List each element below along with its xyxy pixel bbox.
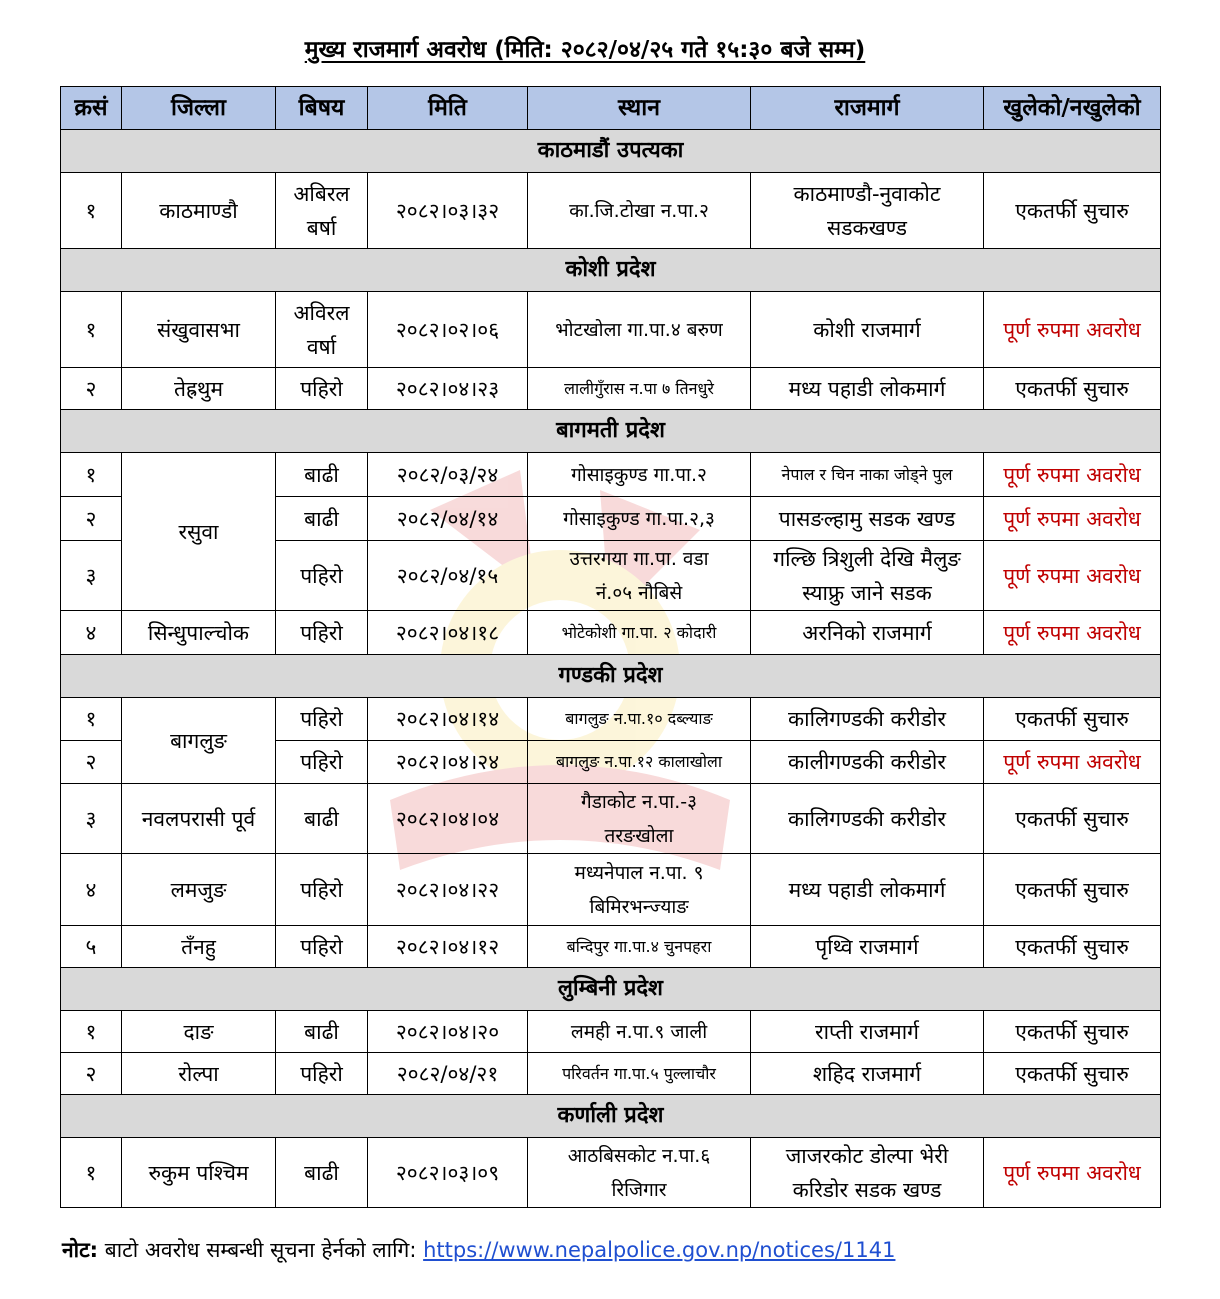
cell-subject-line: वर्षा xyxy=(306,334,337,359)
cell-status: पूर्ण रुपमा अवरोध xyxy=(984,497,1161,541)
cell-place: का.जि.टोखा न.पा.२ xyxy=(528,173,751,249)
cell-subject-line: अबिरल xyxy=(293,181,350,206)
cell-highway xyxy=(751,1138,984,1208)
cell-district: रुकुम पश्चिम xyxy=(122,1138,276,1208)
cell-serial: १ xyxy=(61,453,122,497)
cell-serial: १ xyxy=(61,292,122,368)
cell-subject-line: बर्षा xyxy=(306,215,337,240)
cell-place: परिवर्तन गा.पा.५ पुल्लाचौर xyxy=(528,1053,751,1095)
cell-highway-line: सडकखण्ड xyxy=(827,215,907,240)
section-title: लुम्बिनी प्रदेश xyxy=(61,968,1161,1011)
section-row xyxy=(61,410,1161,453)
cell-place-line: बिमिरभन्ज्याङ xyxy=(589,895,689,918)
cell-place-line: तरङखोला xyxy=(604,824,674,847)
cell-place: भोटखोला गा.पा.४ बरुण xyxy=(528,292,751,368)
section-row xyxy=(61,130,1161,173)
cell-subject xyxy=(276,292,368,368)
cell-highway: कालिगण्डकी करीडोर xyxy=(751,784,984,854)
cell-subject: पहिरो xyxy=(276,611,368,655)
cell-status: एकतर्फी सुचारु xyxy=(984,368,1161,410)
cell-subject: बाढी xyxy=(276,453,368,497)
header-date: मिति xyxy=(368,87,528,130)
table-header-row xyxy=(61,87,1161,130)
cell-status: पूर्ण रुपमा अवरोध xyxy=(984,611,1161,655)
cell-date: २०८२।०४।२४ xyxy=(368,741,528,784)
note-label: नोट: xyxy=(62,1238,99,1262)
cell-highway-line: स्याफ्रु जाने सडक xyxy=(802,580,932,605)
cell-highway-line: गल्छि त्रिशुली देखि मैलुङ xyxy=(773,546,961,571)
cell-serial: २ xyxy=(61,1053,122,1095)
cell-place xyxy=(528,1138,751,1208)
section-title: कोशी प्रदेश xyxy=(61,249,1161,292)
cell-place: बन्दिपुर गा.पा.४ चुनपहरा xyxy=(528,926,751,968)
cell-district: बागलुङ xyxy=(122,698,276,784)
cell-place-line: रिजिगार xyxy=(611,1178,667,1201)
cell-status: एकतर्फी सुचारु xyxy=(984,926,1161,968)
cell-highway xyxy=(751,541,984,611)
section-title: बागमती प्रदेश xyxy=(61,410,1161,453)
cell-district: लमजुङ xyxy=(122,854,276,926)
cell-serial: २ xyxy=(61,497,122,541)
cell-serial: १ xyxy=(61,698,122,741)
cell-date: २०८२।०४।२२ xyxy=(368,854,528,926)
cell-status: एकतर्फी सुचारु xyxy=(984,854,1161,926)
cell-place xyxy=(528,854,751,926)
cell-highway: पासङल्हामु सडक खण्ड xyxy=(751,497,984,541)
cell-highway-line: जाजरकोट डोल्पा भेरी xyxy=(785,1143,949,1168)
header-highway: राजमार्ग xyxy=(751,87,984,130)
cell-date: २०८२।०४।१८ xyxy=(368,611,528,655)
cell-serial: १ xyxy=(61,1011,122,1053)
table-row xyxy=(61,698,1161,741)
cell-subject: बाढी xyxy=(276,497,368,541)
cell-subject: पहिरो xyxy=(276,368,368,410)
cell-place-line: आठबिसकोट न.पा.६ xyxy=(567,1144,711,1167)
cell-serial: ५ xyxy=(61,926,122,968)
table-row xyxy=(61,1011,1161,1053)
section-title: कर्णाली प्रदेश xyxy=(61,1095,1161,1138)
cell-subject: बाढी xyxy=(276,1011,368,1053)
cell-date: २०८२/०४/२१ xyxy=(368,1053,528,1095)
section-row xyxy=(61,655,1161,698)
cell-district: रसुवा xyxy=(122,453,276,611)
cell-district: नवलपरासी पूर्व xyxy=(122,784,276,854)
cell-subject: पहिरो xyxy=(276,541,368,611)
cell-highway: अरनिको राजमार्ग xyxy=(751,611,984,655)
footer-note xyxy=(62,1236,895,1264)
cell-date: २०८२/०४/१५ xyxy=(368,541,528,611)
cell-subject: बाढी xyxy=(276,784,368,854)
cell-serial: ४ xyxy=(61,611,122,655)
cell-highway: कालीगण्डकी करीडोर xyxy=(751,741,984,784)
table-row xyxy=(61,784,1161,854)
table-row xyxy=(61,854,1161,926)
cell-status: पूर्ण रुपमा अवरोध xyxy=(984,541,1161,611)
cell-date: २०८२।०३।३२ xyxy=(368,173,528,249)
road-blockage-table xyxy=(60,86,1161,1208)
header-subject: बिषय xyxy=(276,87,368,130)
section-title: गण्डकी प्रदेश xyxy=(61,655,1161,698)
cell-highway: पृथ्वि राजमार्ग xyxy=(751,926,984,968)
cell-status: पूर्ण रुपमा अवरोध xyxy=(984,292,1161,368)
section-row xyxy=(61,968,1161,1011)
cell-place: लमही न.पा.९ जाली xyxy=(528,1011,751,1053)
cell-place-line: उत्तरगया गा.पा. वडा xyxy=(569,547,709,570)
note-text: बाटो अवरोध सम्बन्धी सूचना हेर्नको लागि: xyxy=(98,1238,424,1262)
cell-status: पूर्ण रुपमा अवरोध xyxy=(984,1138,1161,1208)
cell-district: काठमाण्डौ xyxy=(122,173,276,249)
cell-district: संखुवासभा xyxy=(122,292,276,368)
cell-date: २०८२/०४/१४ xyxy=(368,497,528,541)
table-row xyxy=(61,292,1161,368)
header-place: स्थान xyxy=(528,87,751,130)
cell-date: २०८२।०४।१२ xyxy=(368,926,528,968)
cell-subject xyxy=(276,173,368,249)
cell-place-line: नं.०५ नौबिसे xyxy=(595,581,683,604)
table-row xyxy=(61,173,1161,249)
cell-status: पूर्ण रुपमा अवरोध xyxy=(984,741,1161,784)
notice-link[interactable]: https://www.nepalpolice.gov.np/notices/1141 xyxy=(423,1238,896,1262)
cell-place: बागलुङ न.पा.१० दब्ल्याङ xyxy=(528,698,751,741)
cell-subject: पहिरो xyxy=(276,698,368,741)
header-serial: क्रसं xyxy=(61,87,122,130)
cell-serial: ३ xyxy=(61,541,122,611)
section-row xyxy=(61,249,1161,292)
cell-serial: १ xyxy=(61,1138,122,1208)
cell-date: २०८२।०४।२० xyxy=(368,1011,528,1053)
cell-serial: २ xyxy=(61,741,122,784)
cell-place: लालीगुँरास न.पा ७ तिनधुरे xyxy=(528,368,751,410)
table-row xyxy=(61,1138,1161,1208)
cell-place xyxy=(528,541,751,611)
table-row xyxy=(61,368,1161,410)
cell-place-line: गैडाकोट न.पा.-३ xyxy=(581,790,697,813)
table-row xyxy=(61,926,1161,968)
cell-highway: कोशी राजमार्ग xyxy=(751,292,984,368)
section-row xyxy=(61,1095,1161,1138)
cell-status: पूर्ण रुपमा अवरोध xyxy=(984,453,1161,497)
header-status: खुलेको/नखुलेको xyxy=(984,87,1161,130)
cell-status: एकतर्फी सुचारु xyxy=(984,173,1161,249)
cell-district: सिन्धुपाल्चोक xyxy=(122,611,276,655)
cell-highway: कालिगण्डकी करीडोर xyxy=(751,698,984,741)
cell-status: एकतर्फी सुचारु xyxy=(984,784,1161,854)
cell-serial: ३ xyxy=(61,784,122,854)
cell-highway-line: काठमाण्डौ-नुवाकोट xyxy=(793,181,941,206)
table-row xyxy=(61,611,1161,655)
cell-status: एकतर्फी सुचारु xyxy=(984,1053,1161,1095)
section-title: काठमाडौं उपत्यका xyxy=(61,130,1161,173)
cell-date: २०८२।०४।१४ xyxy=(368,698,528,741)
cell-highway: मध्य पहाडी लोकमार्ग xyxy=(751,368,984,410)
cell-place xyxy=(528,784,751,854)
cell-highway: नेपाल र चिन नाका जोड्ने पुल xyxy=(751,453,984,497)
header-district: जिल्ला xyxy=(122,87,276,130)
cell-date: २०८२/०३/२४ xyxy=(368,453,528,497)
cell-highway: शहिद राजमार्ग xyxy=(751,1053,984,1095)
cell-highway: मध्य पहाडी लोकमार्ग xyxy=(751,854,984,926)
cell-date: २०८२।०२।०६ xyxy=(368,292,528,368)
cell-subject-line: अविरल xyxy=(293,300,350,325)
cell-highway-line: करिडोर सडक खण्ड xyxy=(792,1177,942,1202)
cell-status: एकतर्फी सुचारु xyxy=(984,1011,1161,1053)
cell-subject: पहिरो xyxy=(276,741,368,784)
cell-serial: २ xyxy=(61,368,122,410)
cell-place: गोसाइकुण्ड गा.पा.२ xyxy=(528,453,751,497)
cell-subject: पहिरो xyxy=(276,926,368,968)
page-title: मुख्य राजमार्ग अवरोध (मिति: २०८२/०४/२५ गते १५:३० बजे सम्म) xyxy=(304,37,866,63)
cell-highway: राप्ती राजमार्ग xyxy=(751,1011,984,1053)
cell-date: २०८२।०४।०४ xyxy=(368,784,528,854)
cell-serial: ४ xyxy=(61,854,122,926)
cell-subject: बाढी xyxy=(276,1138,368,1208)
cell-place: भोटेकोशी गा.पा. २ कोदारी xyxy=(528,611,751,655)
cell-date: २०८२।०४।२३ xyxy=(368,368,528,410)
cell-highway xyxy=(751,173,984,249)
cell-serial: १ xyxy=(61,173,122,249)
cell-subject: पहिरो xyxy=(276,1053,368,1095)
cell-place: गोसाइकुण्ड गा.पा.२,३ xyxy=(528,497,751,541)
cell-status: एकतर्फी सुचारु xyxy=(984,698,1161,741)
table-row xyxy=(61,453,1161,497)
cell-place-line: मध्यनेपाल न.पा. ९ xyxy=(574,861,704,884)
cell-district: रोल्पा xyxy=(122,1053,276,1095)
cell-district: तेह्रथुम xyxy=(122,368,276,410)
cell-district: दाङ xyxy=(122,1011,276,1053)
cell-subject: पहिरो xyxy=(276,854,368,926)
cell-date: २०८२।०३।०९ xyxy=(368,1138,528,1208)
table-row xyxy=(61,1053,1161,1095)
cell-district: तँनहु xyxy=(122,926,276,968)
cell-place: बागलुङ न.पा.१२ कालाखोला xyxy=(528,741,751,784)
